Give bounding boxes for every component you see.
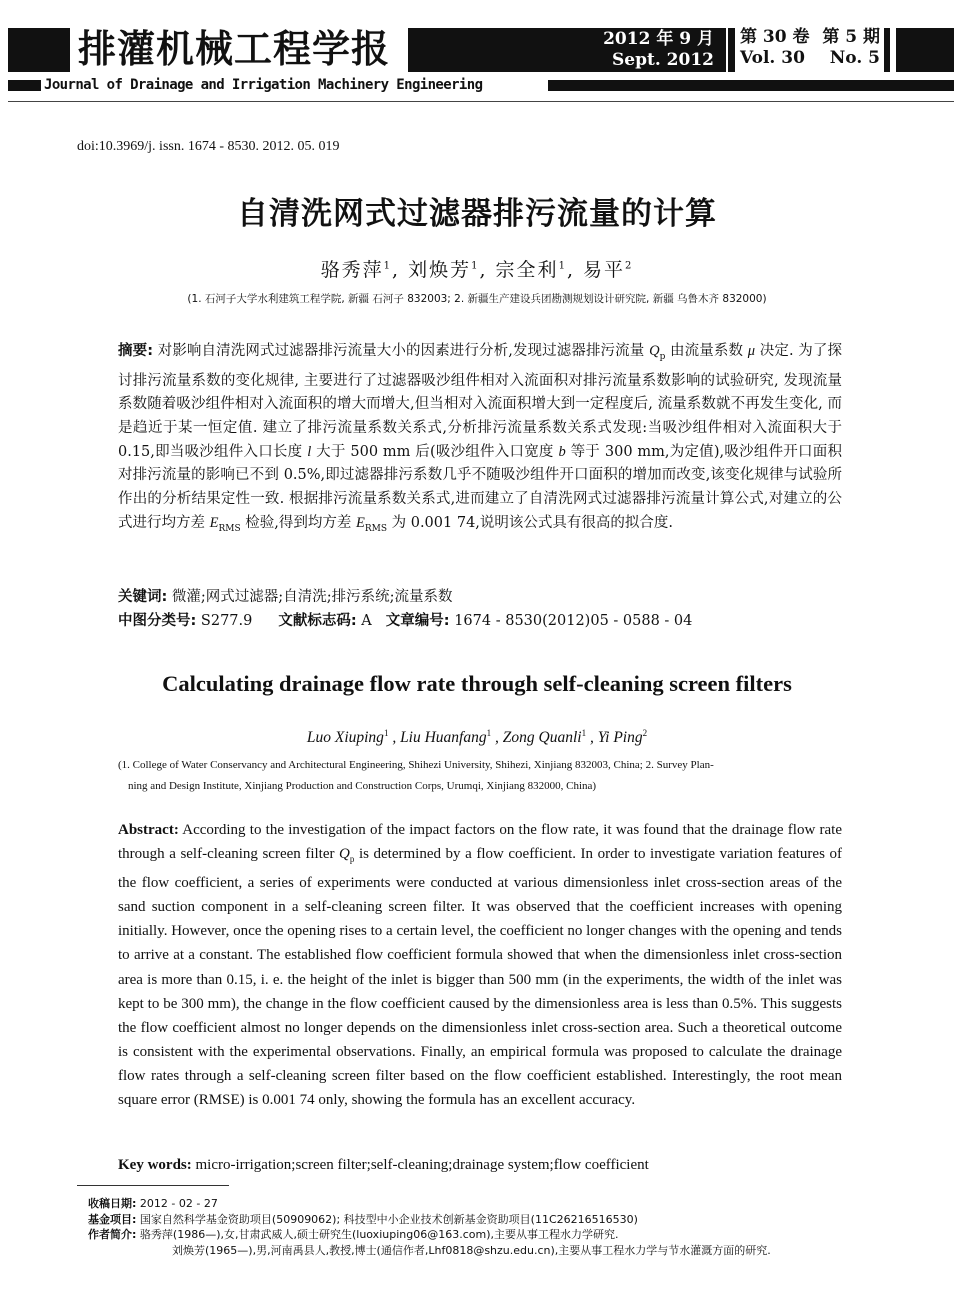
fund-value: 国家自然科学基金资助项目(50909062); 科技型中小企业技术创新基金资助项目(11C26216516530) <box>136 1212 638 1226</box>
doc-code-value: A <box>361 613 372 629</box>
abstract-text: 对影响自清洗网式过滤器排污流量大小的因素进行分析,发现过滤器排污流量 <box>153 343 650 359</box>
affiliation-en <box>118 755 842 797</box>
masthead-right-bar <box>896 28 954 72</box>
author-aff: 1 <box>558 260 567 272</box>
abstract-text: 大于 500 mm 后(吸沙组件入口宽度 <box>311 443 559 460</box>
issue-date-cn: 2012 年 9 月 <box>603 29 714 49</box>
authors-en: Luo Xiuping$^1$ , Liu Huanfang$^1$ , Zong Quanli$^1$ , Yi Ping$^2$ <box>306 728 648 747</box>
fund-label: 基金项目: <box>88 1212 137 1226</box>
masthead-left-bar <box>8 28 70 72</box>
subscript-rms: RMS <box>218 523 241 534</box>
abstract-label-en: Abstract: <box>118 822 179 838</box>
subscript-p: p <box>659 351 666 362</box>
author-name: 刘焕芳 <box>408 259 472 281</box>
bio-value: 骆秀萍(1986—),女,甘肃武威人,硕士研究生(luoxiuping06@163.com),主要从事工程水力学研究. <box>136 1228 619 1241</box>
class-label: 中图分类号: <box>118 613 197 629</box>
keywords-label-en: Key words: <box>118 1157 192 1173</box>
issue-cn: 第 5 期 <box>822 27 880 47</box>
keywords-cn <box>118 586 842 609</box>
abstract-text: 决定. 为了探讨排污流量系数的变化规律, 主要进行了过滤器吸沙组件相对入流面积对排污流量系数影响的试验研究, 发现流量系数随着吸沙组件相对入流面积的增大而增大,但当相对入流面积增大到一定程度后, 流量系数就不再发生变化, 而是趋近于某一恒定值. 建立了排污流量系数关系式,分析排污流量系数关系式发现:当吸沙组件相对入流面积大于 0.15,即当吸沙组件入口长度 <box>118 343 843 460</box>
author-aff: 1 <box>383 728 389 738</box>
volume-cn: 第 30 卷 <box>740 27 810 47</box>
symbol-e: E <box>355 514 365 531</box>
subscript-rms: RMS <box>364 523 387 534</box>
author-name: 宗全利 <box>495 259 559 281</box>
paper-title-cn: 自清洗网式过滤器排污流量的计算 <box>237 196 717 232</box>
abstract-label-cn: 摘要: <box>118 343 154 359</box>
symbol-q: Q <box>649 343 660 359</box>
classification-line <box>118 610 842 633</box>
journal-en-bar-right <box>548 80 954 91</box>
issue-date-en: Sept. 2012 <box>612 50 714 70</box>
issue-date-block <box>408 28 726 72</box>
bio-label: 作者简介: <box>88 1228 137 1241</box>
paper-title-en: Calculating drainage flow rate through self-cleaning screen filters <box>162 671 792 696</box>
abstract-en <box>118 818 842 1112</box>
footnotes <box>88 1196 908 1258</box>
abstract-text: 为 0.001 74,说明该公式具有很高的拟合度. <box>387 514 674 531</box>
authors-cn: 骆秀萍$^1$, 刘焕芳$^1$, 宗全利$^1$, 易平$^2$ <box>320 259 634 281</box>
received-label: 收稿日期: <box>88 1197 137 1210</box>
received-value: 2012 - 02 - 27 <box>136 1197 218 1210</box>
masthead-separator <box>884 28 890 72</box>
doi: doi:10.3969/j. issn. 1674 - 8530. 2012. 05. 019 <box>77 139 340 154</box>
article-no-label: 文章编号: <box>385 613 450 629</box>
subscript-p: p <box>349 854 355 865</box>
author-name: 骆秀萍 <box>320 259 384 281</box>
author-name: 易平 <box>583 259 626 281</box>
keywords-value-cn: 微灌;网式过滤器;自清洗;排污系统;流量系数 <box>171 589 453 605</box>
journal-title-cn: 排灌机械工程学报 <box>78 27 391 71</box>
volume-en: Vol. 30 <box>740 48 805 68</box>
author-name: Zong Quanli <box>502 729 582 747</box>
footnote-rule <box>77 1185 229 1186</box>
author-aff: 2 <box>642 728 648 738</box>
journal-title-en: Journal of Drainage and Irrigation Machinery Engineering <box>44 77 483 93</box>
symbol-e: E <box>209 514 219 531</box>
abstract-text: 由流量系数 <box>665 343 748 359</box>
header-rule <box>8 101 954 102</box>
abstract-text: 等于 300 mm,为定值),吸沙组件开口面积对排污流量的影响已不到 0.5%,即过滤器排污系数几乎不随吸沙组件开口面积的增加而改变,该变化规律与试验所作出的分析结果定性一致. 根据排污流量系数关系式,进而建立了自清洗网式过滤器排污流量计算公式,对建立的公式进行均方差 <box>118 443 842 531</box>
abstract-cn <box>118 340 842 541</box>
author-name: Yi Ping <box>597 729 643 747</box>
affiliation-en-line: ning and Design Institute, Xinjiang Production and Construction Corps, Urumqi, Xinjiang 832000, China) <box>128 780 597 792</box>
symbol-mu: μ <box>747 343 756 359</box>
author-aff: 1 <box>581 728 587 738</box>
author-name: Liu Huanfang <box>400 729 487 747</box>
masthead-separator <box>728 28 735 72</box>
abstract-text: 检验,得到均方差 <box>240 514 356 531</box>
keywords-en <box>118 1153 842 1177</box>
keywords-value-en: micro-irrigation;screen filter;self-cleaning;drainage system;flow coefficient <box>191 1157 649 1173</box>
author-aff: 1 <box>486 728 492 738</box>
abstract-text: According to the investigation of the impact factors on the flow rate, it was found that the drainage flow rate through a self-cleaning screen filter <box>118 822 842 863</box>
symbol-l: l <box>307 443 312 460</box>
class-value: S277.9 <box>200 613 253 629</box>
keywords-label-cn: 关键词: <box>118 589 168 605</box>
abstract-text: is determined by a flow coefficient. In order to investigate variation features of the flow coefficient, a series of experiments were conducted at various dimensionless inlet cross-section areas of the sand suction component in a self-cleaning screen filter. It was observed that the coefficient increases with opening initially. However, once the opening rises to a certain level, the coefficient no longer changes with the opening and tends to arrive at a constant. The established flow coefficient formula showed that when the dimensionless inlet cross-section area is more than 0.15, i. e. the height of the inlet is bigger than 500 mm (in the experiments, the width of the inlet was kept to be 300 mm), the change in the flow coefficient caused by the dimensionless area is less than 0.5%. This suggests the flow coefficient almost no longer depends on the dimensionless inlet cross-section area. Such a theoretical outcome is consistent with the experimental observations. Finally, an empirical formula was proposed to calculate the drainage flow rates through a self-cleaning screen filter based on the flow coefficient established. Interestingly, the root mean square error (RMSE) is 0.001 74 only, showing the formula has an excellent accuracy. <box>118 846 842 1109</box>
journal-en-bar-left <box>8 80 41 91</box>
issue-en: No. 5 <box>829 48 880 68</box>
bio-value: 刘焕芳(1965—),男,河南禹县人,教授,博士(通信作者,Lhf0818@shzu.edu.cn),主要从事工程水力学与节水灌溉方面的研究. <box>172 1243 771 1257</box>
author-aff: 1 <box>471 260 480 272</box>
symbol-b: b <box>558 443 566 460</box>
author-aff: 1 <box>383 260 392 272</box>
affiliation-en-line: (1. College of Water Conservancy and Architectural Engineering, Shihezi University, Shihezi, Xinjiang 832003, China; 2. Survey Plan- <box>118 759 714 771</box>
author-name: Luo Xiuping <box>306 729 384 747</box>
symbol-q: Q <box>339 846 350 863</box>
doc-code-label: 文献标志码: <box>278 613 357 629</box>
affiliation-cn: (1. 石河子大学水利建筑工程学院, 新疆 石河子 832003; 2. 新疆生产建设兵团勘测规划设计研究院, 新疆 乌鲁木齐 832000) <box>187 293 767 305</box>
volume-issue <box>740 27 880 69</box>
author-aff: 2 <box>625 260 634 272</box>
article-no-value: 1674 - 8530(2012)05 - 0588 - 04 <box>454 613 693 629</box>
